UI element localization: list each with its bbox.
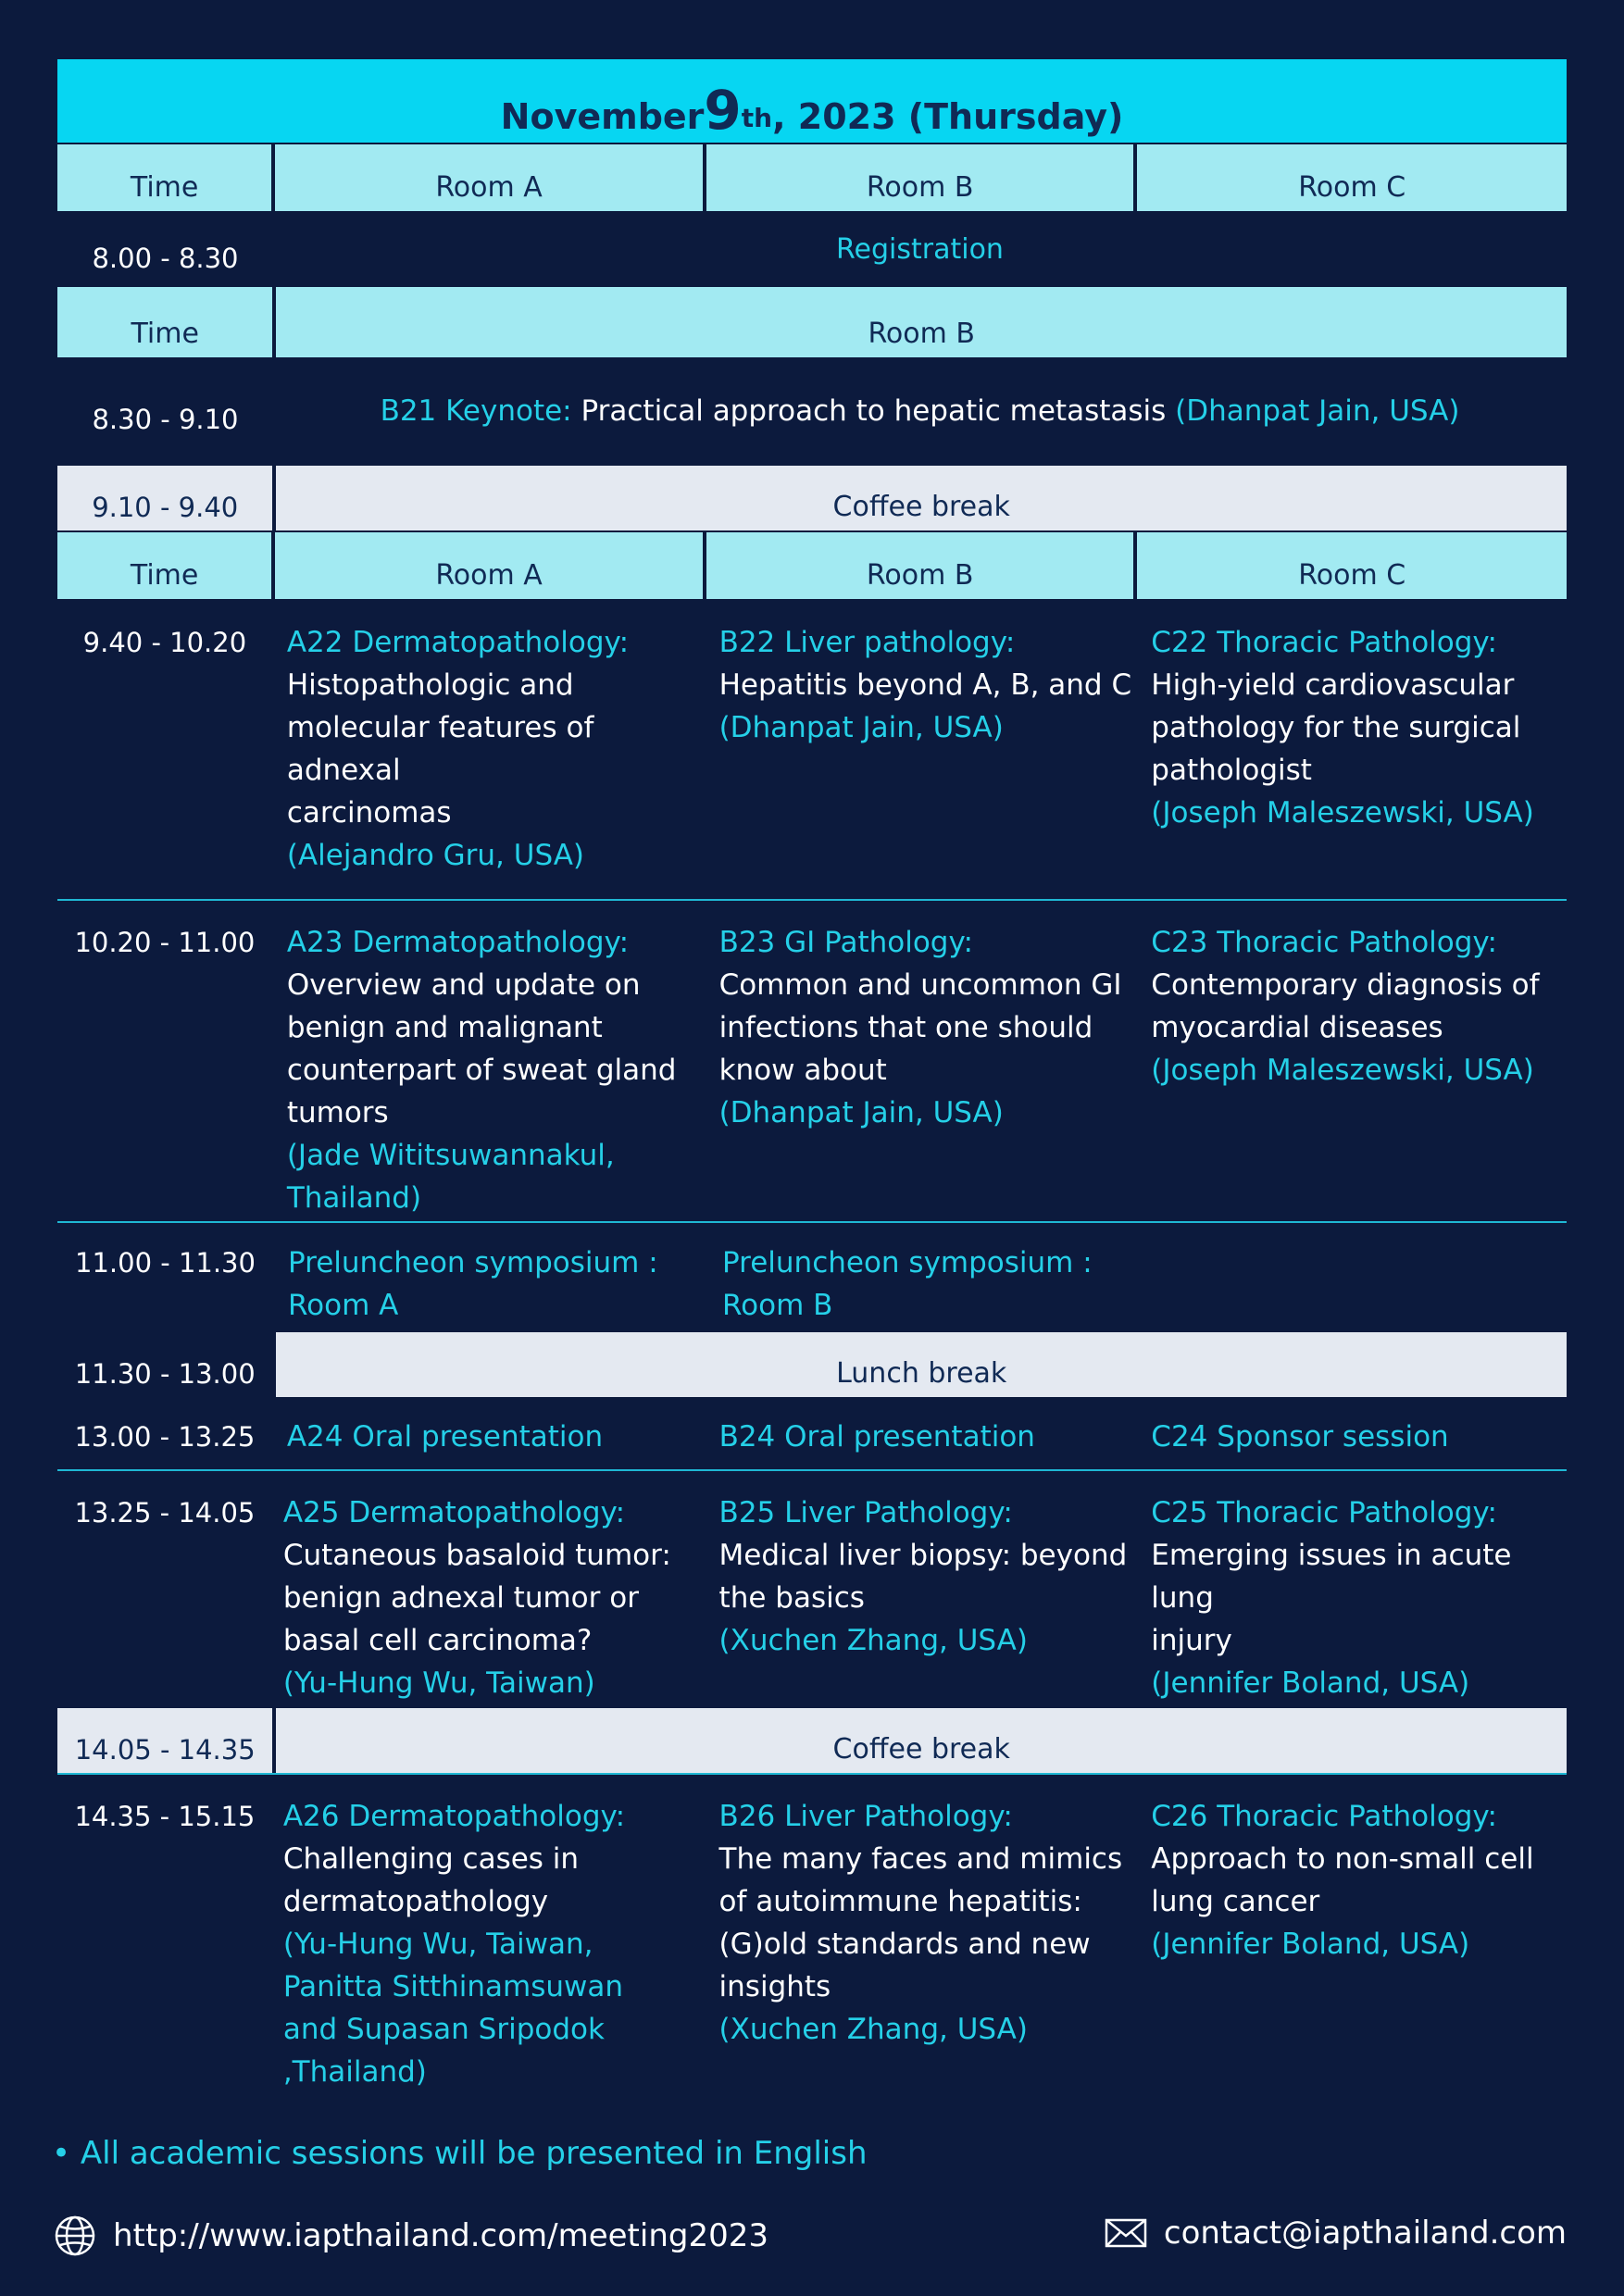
- header-room-a: Room A: [275, 144, 703, 211]
- header-room-a: Room A: [275, 532, 703, 599]
- session-b25: B25 Liver Pathology: Medical liver biopsy: beyond the basics (Xuchen Zhang, USA): [718, 1496, 1128, 1657]
- session-a23: A23 Dermatopathology: Overview and update on benign and malignant counterpart of sweat gland tumors (Jade Wititsuwannakul, Thailand): [286, 926, 677, 1215]
- globe-icon: [54, 2215, 96, 2257]
- time-cell: 14.35 - 15.15: [74, 1801, 256, 1832]
- session-row-26: [57, 1775, 1567, 2090]
- coffee-break-label: Coffee break: [276, 1708, 1567, 1773]
- time-cell: 9.40 - 10.20: [82, 627, 247, 658]
- time-cell: 10.20 - 11.00: [74, 927, 256, 958]
- header-room-b: Room B: [706, 144, 1134, 211]
- session-c24: C24 Sponsor session: [1151, 1420, 1449, 1454]
- coffee-break-row-2: [57, 1708, 1567, 1775]
- registration-label: Registration: [836, 233, 1004, 266]
- session-row-22: [57, 599, 1567, 901]
- session-b24: B24 Oral presentation: [718, 1420, 1035, 1454]
- time-cell: 13.00 - 13.25: [74, 1421, 256, 1453]
- header-row-room-b: [57, 287, 1567, 357]
- date-title: November 9 $^{th}$ , 2023 (Thursday): [57, 59, 1567, 144]
- time-cell: 9.10 - 9.40: [57, 466, 272, 530]
- coffee-break-row: [57, 466, 1567, 530]
- header-room-b: Room B: [276, 287, 1567, 357]
- session-a22: A22 Dermatopathology: Histopathologic and molecular features of adnexal carcinomas (Alejandro Gru, USA): [286, 626, 630, 872]
- lunch-break-row: [57, 1332, 1567, 1397]
- header-row: [57, 144, 1567, 211]
- header-room-c: Room C: [1137, 532, 1567, 599]
- session-c26: C26 Thoracic Pathology: Approach to non-small cell lung cancer (Jennifer Boland, USA): [1151, 1800, 1534, 1961]
- time-cell: 14.05 - 14.35: [57, 1708, 272, 1773]
- header-row: [57, 532, 1567, 599]
- session-row-24: [57, 1397, 1567, 1471]
- session-b22: B22 Liver pathology: Hepatitis beyond A, B, and C (Dhanpat Jain, USA): [718, 626, 1132, 744]
- session-a24: A24 Oral presentation: [286, 1420, 604, 1454]
- time-cell: 11.30 - 13.00: [74, 1358, 256, 1390]
- coffee-break-label: Coffee break: [276, 466, 1567, 530]
- session-c23: C23 Thoracic Pathology: Contemporary diagnosis of myocardial diseases (Joseph Maleszewski, USA): [1151, 926, 1540, 1087]
- language-note: • All academic sessions will be presented in English: [52, 2135, 868, 2172]
- preluncheon-row: [57, 1223, 1567, 1332]
- session-b26: B26 Liver Pathology: The many faces and mimics of autoimmune hepatitis: (G)old standards and new insights (Xuchen Zhang, USA): [718, 1800, 1123, 2046]
- header-time: Time: [57, 287, 272, 357]
- session-c25: C25 Thoracic Pathology: Emerging issues in acute lung injury (Jennifer Boland, USA): [1151, 1496, 1512, 1700]
- website-link[interactable]: http://www.iapthailand.com/meeting2023: [54, 2215, 768, 2257]
- session-b23: B23 GI Pathology: Common and uncommon GI infections that one should know about (Dhanpat Jain, USA): [718, 926, 1122, 1129]
- preluncheon-room-a: Preluncheon symposium : Room A: [288, 1246, 658, 1322]
- session-row-25: [57, 1471, 1567, 1708]
- lunch-break-label: Lunch break: [276, 1332, 1567, 1397]
- header-time: Time: [57, 144, 271, 211]
- keynote-session: B21 Keynote: Practical approach to hepatic metastasis (Dhanpat Jain, USA): [380, 394, 1460, 428]
- session-c22: C22 Thoracic Pathology: High-yield cardiovascular pathology for the surgical pathologist (Joseph Maleszewski, USA): [1151, 626, 1534, 830]
- session-a25: A25 Dermatopathology: Cutaneous basaloid tumor: benign adnexal tumor or basal cell carcinoma? (Yu-Hung Wu, Taiwan): [282, 1496, 671, 1700]
- time-cell: 13.25 - 14.05: [74, 1497, 256, 1529]
- registration-row: [57, 211, 1567, 287]
- preluncheon-room-b: Preluncheon symposium : Room B: [722, 1246, 1093, 1322]
- header-time: Time: [57, 532, 271, 599]
- session-row-23: [57, 901, 1567, 1223]
- header-room-b: Room B: [706, 532, 1134, 599]
- time-cell: 8.30 - 9.10: [92, 404, 239, 435]
- session-a26: A26 Dermatopathology: Challenging cases in dermatopathology (Yu-Hung Wu, Taiwan, Panitta Sitthinamsuwan and Supasan Sripodok ,Thailand): [282, 1800, 626, 2089]
- schedule-table: [57, 59, 1567, 2090]
- keynote-row: [57, 357, 1567, 466]
- header-room-c: Room C: [1137, 144, 1567, 211]
- mail-icon: [1105, 2218, 1147, 2248]
- time-cell: 11.00 - 11.30: [75, 1247, 256, 1279]
- email-link[interactable]: contact@iapthailand.com: [1105, 2215, 1567, 2252]
- time-cell: 8.00 - 8.30: [92, 243, 239, 274]
